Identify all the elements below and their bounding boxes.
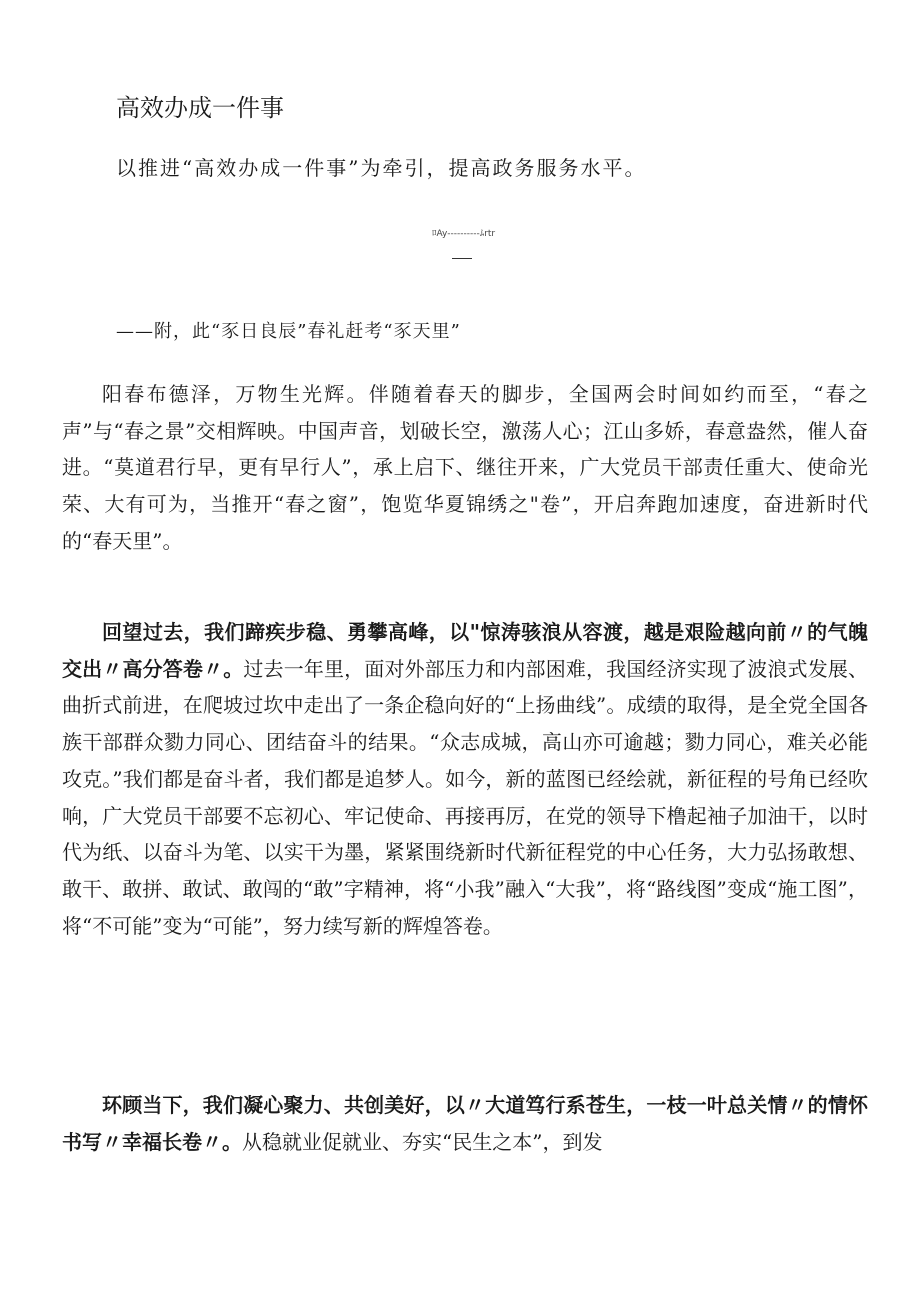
paragraph-text: 从稳就业促就业、夯实“民生之本”，到发 [242,1129,603,1154]
paragraph-lead: 环顾当下，我们凝心聚力、共创美好，以〃大道笃行系苍生，一枝一叶总关情〃的情怀书写〃幸福长卷〃。 [62,1093,868,1154]
intro-sentence: 以推进“高效办成一件事”为牵引，提高政务服务水平。 [116,156,647,180]
body-paragraph-2 [62,614,868,944]
paragraph-text: 阳春布德泽，万物生光辉。伴随着春天的脚步，全国两会时间如约而至，“春之声”与“春之景”交相辉映。中国声音，划破长空，激荡人心；江山多娇，春意盎然，催人奋进。“莫道君行早，更有早行人”，承上启下、继往开来，广大党员干部责任重大、使命光荣、大有可为，当推开“春之窗”，饱览华夏锦绣之"卷”，开启奔跑加速度，奋进新时代的“春天里”。 [62,382,868,553]
paragraph-text: 过去一年里，面对外部压力和内部困难，我国经济实现了波浪式发展、曲折式前进，在爬坡过坎中走出了一条企稳向好的“上扬曲线”。成绩的取得，是全党全国各族干部群众勠力同心、团结奋斗的结果。“众志成城，高山亦可逾越；勠力同心，难关必能攻克。”我们都是奋斗者，我们都是追梦人。如今，新的蓝图已经绘就，新征程的号角已经吹响，广大党员干部要不忘初心、牢记使命、再接再厉，在党的领导下橹起袖子加油干，以时代为纸、以奋斗为笔、以实干为墨，紧紧围绕新时代新征程党的中心任务，大力弘扬敢想、敢干、敢拼、敢试、敢闯的“敢”字精神，将“小我”融入“大我”，将“路线图”变成“施工图”，将“不可能”变为“可能”，努力续写新的辉煌答卷。 [62,656,869,938]
body-paragraph-3 [62,1087,868,1160]
paragraph-lead: 回望过去，我们蹄疾步稳、勇攀高峰，以"惊涛骇浪从容渡，越是艰险越向前〃的气魄交出〃高分答卷〃。 [62,620,868,681]
separator-rule [452,258,472,259]
separator-mark-text: ﾛAy----------ﾑrtr [432,229,496,239]
body-paragraph-1 [62,376,868,560]
article-subtitle: ——附，此“豕日良辰”春礼赶考“豕天里” [116,321,461,342]
section-heading: 高效办成一件事 [116,94,284,122]
